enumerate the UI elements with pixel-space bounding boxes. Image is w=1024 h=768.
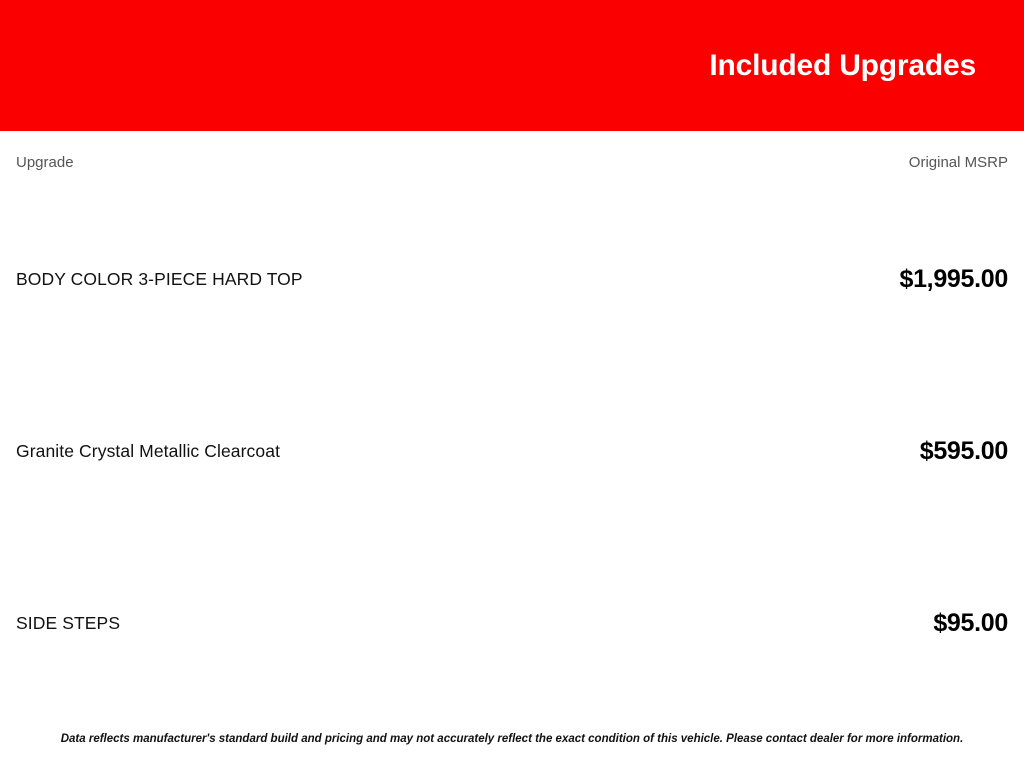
column-header-msrp: Original MSRP xyxy=(908,153,1008,171)
upgrade-price: $595.00 xyxy=(919,436,1008,465)
column-header-upgrade: Upgrade xyxy=(16,153,74,171)
table-body xyxy=(16,193,1008,710)
disclaimer-text: Data reflects manufacturer's standard build and pricing and may not accurately reflect the exact condition of this vehicle. Please contact dealer for more information. xyxy=(60,732,964,745)
upgrade-price: $1,995.00 xyxy=(899,264,1008,293)
header-banner xyxy=(0,0,1024,131)
table-row xyxy=(16,538,1008,710)
disclaimer-section xyxy=(0,710,1024,768)
table-row xyxy=(16,193,1008,365)
upgrade-name: SIDE STEPS xyxy=(16,613,121,634)
upgrade-name: BODY COLOR 3-PIECE HARD TOP xyxy=(16,268,303,289)
page-title: Included Upgrades xyxy=(709,49,976,82)
upgrade-price: $95.00 xyxy=(933,609,1008,638)
upgrades-table xyxy=(0,131,1024,710)
table-header-row xyxy=(16,131,1008,193)
upgrade-name: Granite Crystal Metallic Clearcoat xyxy=(16,440,281,461)
table-row xyxy=(16,365,1008,537)
